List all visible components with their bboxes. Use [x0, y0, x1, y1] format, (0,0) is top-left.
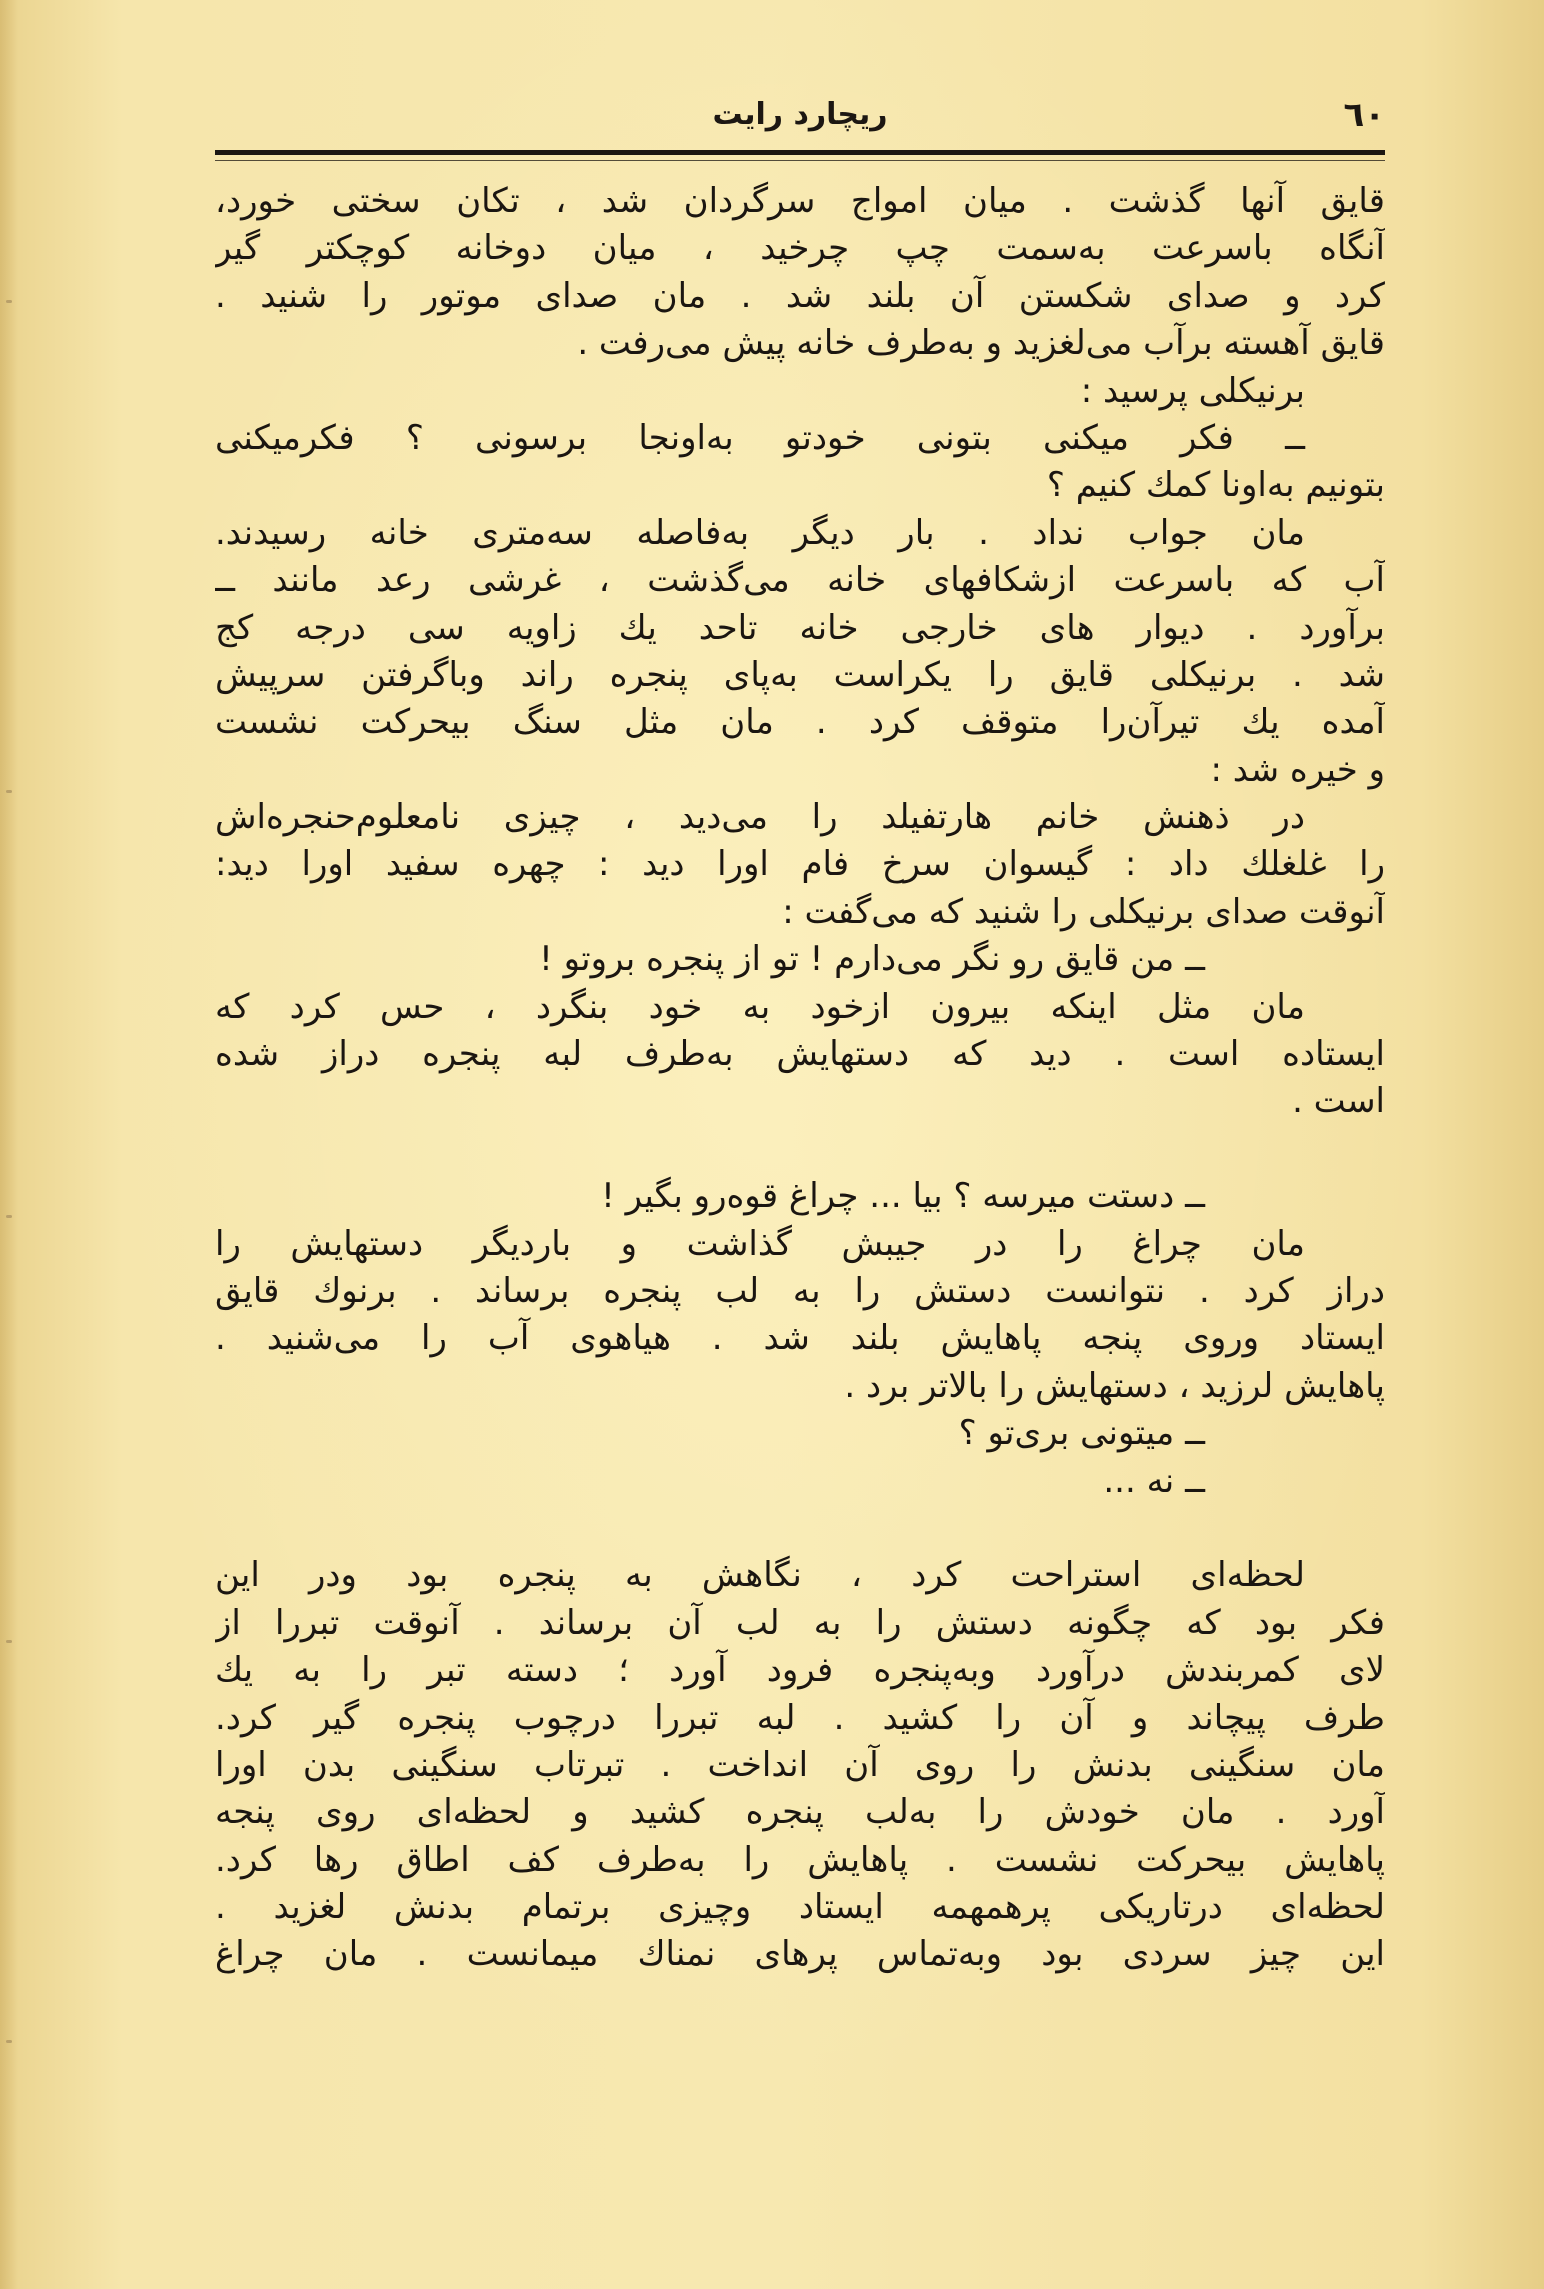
text-line: کرد و صدای شکستن آن بلند شد . مان صدای موتور را شنید .	[215, 275, 1385, 316]
binding-hole-mark	[6, 1215, 12, 1218]
header-rule-thin	[215, 160, 1385, 161]
binding-hole-mark	[6, 2040, 12, 2043]
text-line: در ذهنش خانم هارتفیلد را می‌دید ، چیزی نامعلوم‌حنجره‌اش	[215, 797, 1305, 838]
text-line: آورد . مان خودش را به‌لب پنجره کشید و لحظه‌ای روی پنجه	[215, 1792, 1385, 1833]
text-line: مان چراغ را در جیبش گذاشت و باردیگر دستهایش را	[215, 1223, 1305, 1264]
text-line: ایستاد وروی پنجه پاهایش بلند شد . هیاهوی آب را می‌شنید .	[215, 1318, 1385, 1359]
text-line: ــ من قایق رو نگر می‌دارم ! تو از پنجره بروتو !	[539, 939, 1205, 980]
text-line: برآورد . دیوار های خارجی خانه تاحد یك زاویه سی درجه کج	[215, 607, 1385, 648]
header-rule	[215, 150, 1385, 155]
text-line: بتونیم به‌اونا کمك کنیم ؟	[1046, 465, 1385, 506]
text-line: لای کمربندش درآورد وبه‌پنجره فرود آورد ؛ دسته تبر را به یك	[215, 1650, 1385, 1691]
page-number: ٦٠	[1343, 95, 1385, 135]
text-line: شد . برنیکلی قایق را یکراست به‌پای پنجره راند وباگرفتن سرپیش	[215, 654, 1385, 695]
binding-hole-mark	[6, 1640, 12, 1643]
text-line: ــ فکر میکنی بتونی خودتو به‌اونجا برسونی ؟ فکرمیکنی	[215, 417, 1305, 458]
text-line: و خیره شد :	[1210, 749, 1385, 790]
text-line: برنیکلی پرسید :	[1080, 370, 1305, 411]
text-line: قایق آهسته برآب می‌لغزید و به‌طرف خانه پیش می‌رفت .	[577, 323, 1385, 364]
running-title: ریچارد رایت	[712, 97, 888, 132]
text-line: آمده یك تیرآن‌را متوقف کرد . مان مثل سنگ بیحرکت نشست	[215, 702, 1385, 743]
text-line: آنگاه باسرعت به‌سمت چپ چرخید ، میان دوخانه کوچکتر گیر	[215, 228, 1385, 269]
text-line: طرف پیچاند و آن را کشید . لبه تبررا درچوب پنجره گیر کرد.	[215, 1697, 1385, 1738]
text-line: مان سنگینی بدنش را روی آن انداخت . تبرتاب سنگینی بدن اورا	[215, 1744, 1385, 1785]
binding-hole-mark	[6, 300, 12, 303]
text-line: است .	[1292, 1081, 1385, 1122]
text-line: آب که باسرعت ازشکافهای خانه می‌گذشت ، غرشی رعد مانند ــ	[215, 560, 1385, 601]
text-line: پاهایش بیحرکت نشست . پاهایش را به‌طرف کف اطاق رها کرد.	[215, 1839, 1385, 1880]
text-line: فکر بود که چگونه دستش را به لب آن برساند . آنوقت تبررا از	[215, 1602, 1385, 1643]
text-line: ــ میتونی بری‌تو ؟	[958, 1413, 1205, 1454]
text-line: ــ نه ...	[1103, 1460, 1205, 1501]
text-line: پاهایش لرزید ، دستهایش را بالاتر برد .	[844, 1365, 1385, 1406]
text-line: ایستاده است . دید که دستهایش به‌طرف لبه پنجره دراز شده	[215, 1034, 1385, 1075]
paragraph-gap	[215, 1126, 1385, 1173]
page-header	[215, 95, 1385, 143]
text-line: لحظه‌ای استراحت کرد ، نگاهش به پنجره بود ودر این	[215, 1555, 1305, 1596]
text-line: آنوقت صدای برنیکلی را شنید که می‌گفت :	[782, 891, 1385, 932]
text-line: را غلغلك داد : گیسوان سرخ فام اورا دید : چهره سفید اورا دید:	[215, 844, 1385, 885]
text-line: مان جواب نداد . بار دیگر به‌فاصله سه‌متری خانه رسیدند.	[215, 512, 1305, 553]
text-line: مان مثل اینکه بیرون ازخود به خود بنگرد ، حس کرد که	[215, 986, 1305, 1027]
binding-hole-mark	[6, 790, 12, 793]
text-line: ــ دستت میرسه ؟ بیا ... چراغ قوه‌رو بگیر !	[601, 1176, 1205, 1217]
text-line: قایق آنها گذشت . میان امواج سرگردان شد ، تکان سختی خورد،	[215, 181, 1385, 221]
text-line: این چیز سردی بود وبه‌تماس پرهای نمناك میمانست . مان چراغ	[215, 1934, 1385, 1975]
page-edge-shadow	[0, 0, 18, 2289]
text-line: لحظه‌ای درتاریکی پرهمهمه ایستاد وچیزی برتمام بدنش لغزید .	[215, 1887, 1385, 1928]
text-line: دراز کرد . نتوانست دستش را به لب پنجره برساند . برنوك قایق	[215, 1270, 1385, 1311]
body-text	[215, 178, 1385, 1979]
paragraph-gap	[215, 1505, 1385, 1552]
